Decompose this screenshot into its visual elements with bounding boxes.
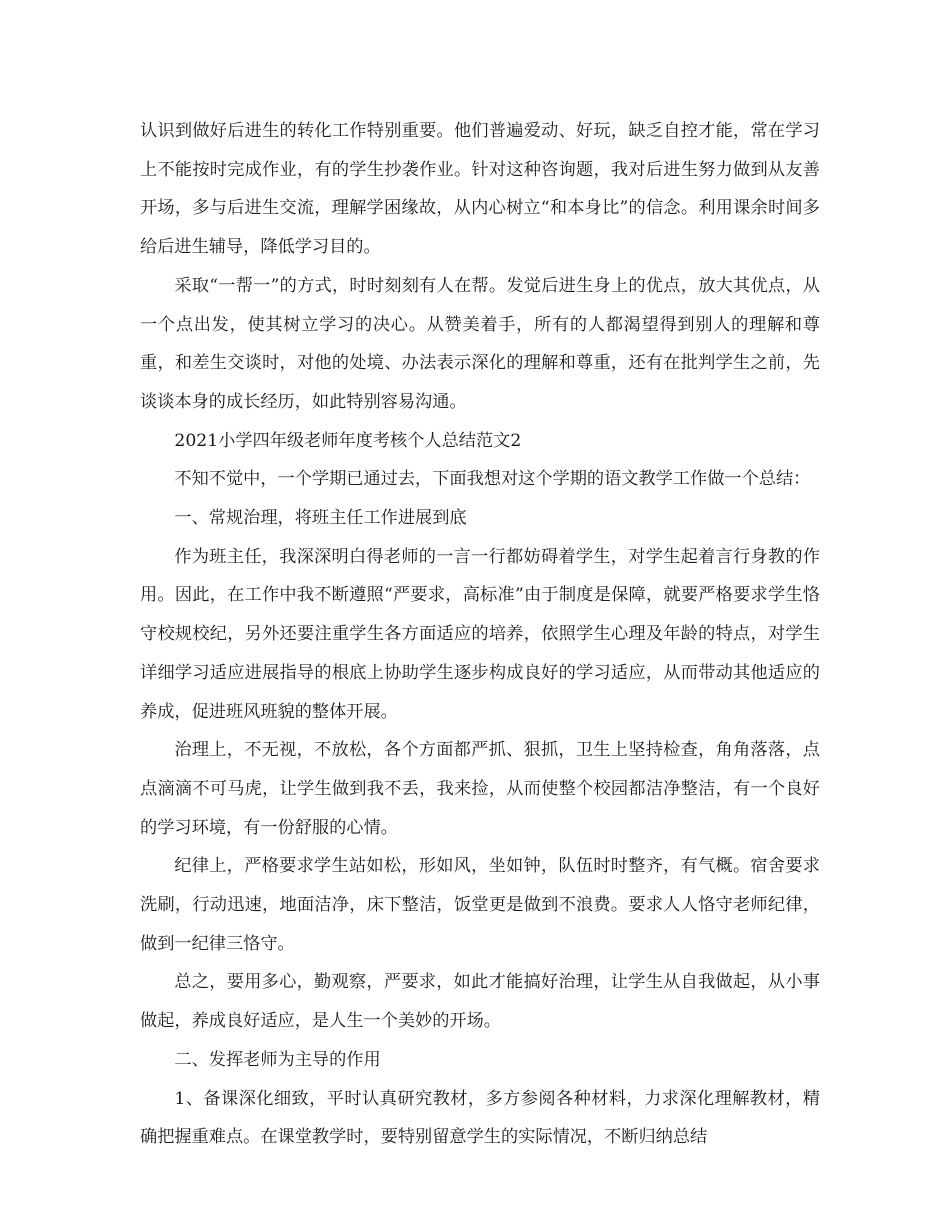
paragraph: 作为班主任，我深深明白得老师的一言一行都妨碍着学生，对学生起着言行身教的作用。因此，在工作中我不断遵照“严要求，高标准”由于制度是保障，就要严格要求学生恪守校规校纪，另外还要注重学生各方面适应的培养，依照学生心理及年龄的特点，对学生详细学习适应进展指导的根底上协助学生逐步构成良好的学习适应，从而带动其他适应的养成，促进班风班貌的整体开展。 [140,546,820,722]
paragraph: 治理上，不无视，不放松，各个方面都严抓、狠抓，卫生上坚持检查，角角落落，点点滴滴不可马虎，让学生做到我不丢，我来捡，从而使整个校园都洁净整洁，有一个良好的学习环境，有一份舒服的心情。 [140,740,820,838]
section-heading: 一、常规治理，将班主任工作进展到底 [174,508,467,529]
paragraph: 纪律上，严格要求学生站如松，形如风，坐如钟，队伍时时整齐，有气概。宿舍要求洗刷，行动迅速，地面洁净，床下整洁，饭堂更是做到不浪费。要求人人恪守老师纪律，做到一纪律三恪守。 [140,856,820,954]
paragraph: 采取“一帮一”的方式，时时刻刻有人在帮。发觉后进生身上的优点，放大其优点，从一个点出发，使其树立学习的决心。从赞美着手，所有的人都渴望得到别人的理解和尊重，和差生交谈时，对他的处境、办法表示深化的理解和尊重，还有在批判学生之前，先谈谈本身的成长经历，如此特别容易沟通。 [140,275,820,412]
section-title: 2021小学四年级老师年度考核个人总结范文2 [174,430,522,451]
paragraph: 总之，要用多心，勤观察，严要求，如此才能搞好治理，让学生从自我做起，从小事做起，养成良好适应，是人生一个美妙的开场。 [140,972,820,1032]
paragraph-continued: 认识到做好后进生的转化工作特别重要。他们普遍爱动、好玩，缺乏自控才能，常在学习上不能按时完成作业，有的学生抄袭作业。针对这种咨询题，我对后进生努力做到从友善开场，多与后进生交流，理解学困缘故，从内心树立“和本身比”的信念。利用课余时间多给后进生辅导，降低学习目的。 [140,121,820,258]
paragraph: 1、备课深化细致，平时认真研究教材，多方参阅各种材料，力求深化理解教材，精确把握重难点。在课堂教学时，要特别留意学生的实际情况，不断归纳总结 [140,1088,820,1148]
section-heading: 二、发挥老师为主导的作用 [174,1049,381,1070]
paragraph: 不知不觉中，一个学期已通过去，下面我想对这个学期的语文教学工作做一个总结： [174,469,811,490]
document-body [140,112,820,1157]
